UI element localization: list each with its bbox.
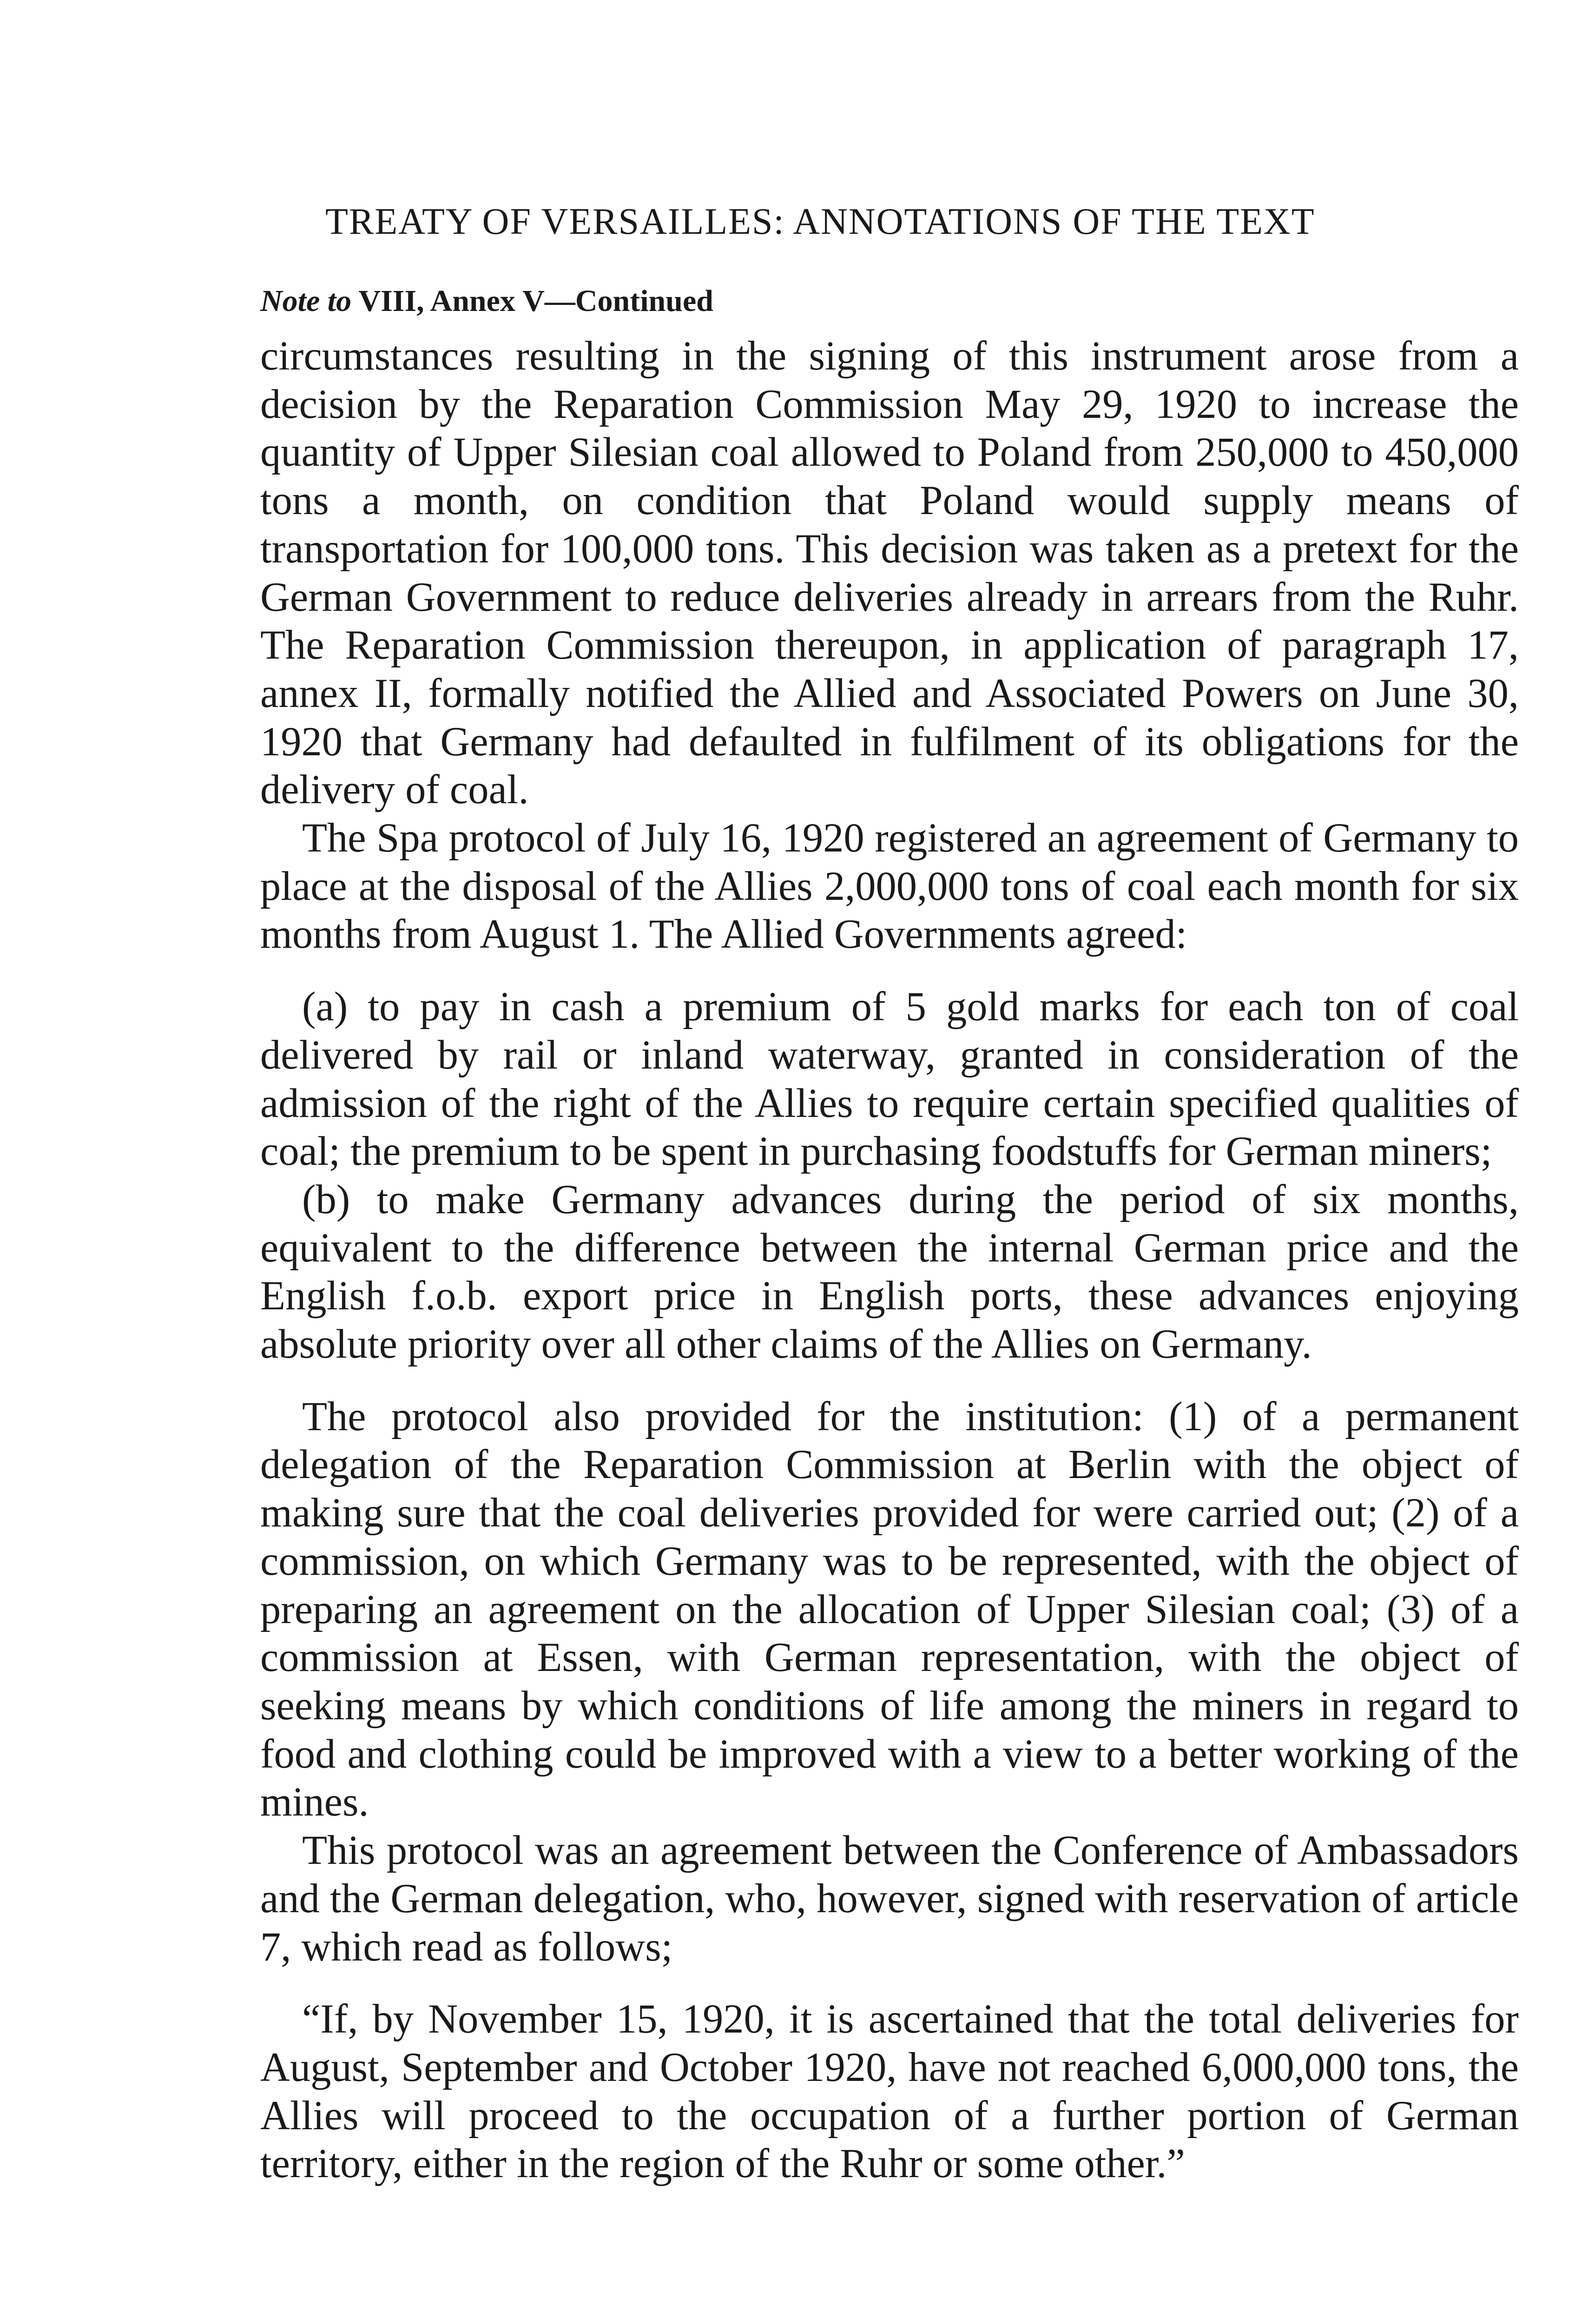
paragraph-protocol-institutions: The protocol also provided for the institution: (1) of a permanent delegation of the Reparation Commission at Berlin with the object of making sure that the coal deliveries provided for were carried out; (2) of a commission, on which Germany was to be represented, with the object of preparing an agreement on the allocation of Upper Silesian coal; (3) of a commission at Essen, with German representation, with the object of seeking means by which conditions of life among the miners in regard to food and clothing could be improved with a view to a better working of the mines. [260, 1393, 1519, 1825]
paragraph-article-7-quote: “If, by November 15, 1920, it is ascertained that the total deliveries for August, September and October 1920, have not reached 6,000,000 tons, the Allies will proceed to the occupation of a further portion of German territory, either in the region of the Ruhr or some other.” [260, 1996, 1519, 2187]
paragraph-spa-protocol: The Spa protocol of July 16, 1920 registered an agreement of Germany to place at the disposal of the Allies 2,000,000 tons of coal each month for six months from August 1. The Allied Governments agreed: [260, 815, 1519, 957]
body-text [260, 332, 1519, 2188]
paragraph-clause-a: (a) to pay in cash a premium of 5 gold marks for each ton of coal delivered by rail or inland waterway, granted in consideration of the admission of the right of the Allies to require certain specified qualities of coal; the premium to be spent in purchasing foodstuffs for German miners; [260, 984, 1519, 1175]
running-head: TREATY OF VERSAILLES: ANNOTATIONS OF THE TEXT [325, 201, 1315, 242]
paragraph-reservation: This protocol was an agreement between the Conference of Ambassadors and the German delegation, who, however, signed with reservation of article 7, which read as follows; [260, 1828, 1519, 1970]
note-heading-note: Note [260, 284, 320, 318]
note-heading-to: to [327, 284, 352, 318]
paragraph-clause-b: (b) to make Germany advances during the period of six months, equivalent to the difference between the internal German price and the English f.o.b. export price in English ports, these advances enjoying absolute priority over all other claims of the Allies on Germany. [260, 1176, 1519, 1367]
paragraph-continued: circumstances resulting in the signing of this instrument arose from a decision by the Reparation Commission May 29, 1920 to increase the quantity of Upper Silesian coal allowed to Poland from 250,000 to 450,000 tons a month, on condition that Poland would supply means of transportation for 100,000 tons. This decision was taken as a pretext for the German Government to reduce deliveries already in arrears from the Ruhr. The Reparation Commission thereupon, in application of paragraph 17, annex II, formally notified the Allied and Associated Powers on June 30, 1920 that Germany had defaulted in fulfilment of its obligations for the delivery of coal. [260, 333, 1519, 813]
note-heading-reference: VIII, Annex V—Continued [358, 284, 713, 318]
note-heading [260, 284, 713, 319]
